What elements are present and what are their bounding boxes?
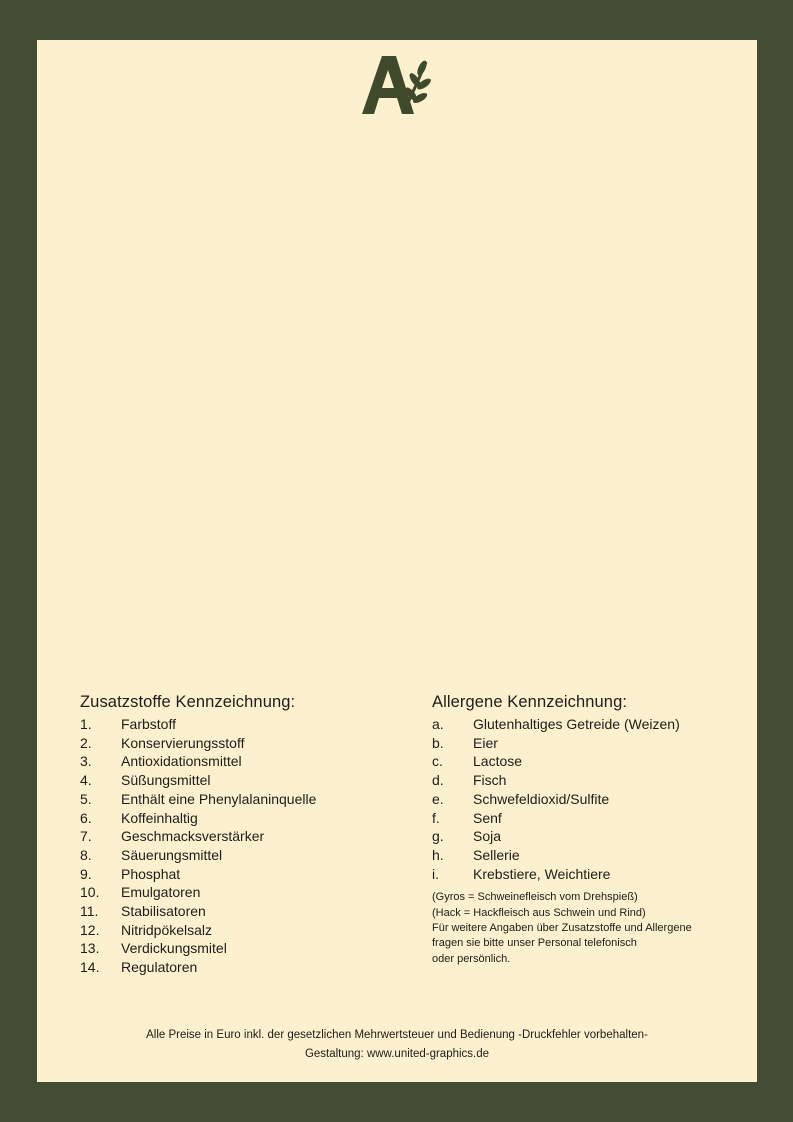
list-item: 10. Emulgatoren (80, 884, 201, 901)
list-item: 7. Geschmacksverstärker (80, 828, 265, 845)
additives-list (80, 715, 410, 977)
allergens-list (432, 715, 732, 883)
list-item: h. Sellerie (432, 846, 520, 863)
list-item: 9. Phosphat (80, 865, 181, 882)
list-item: a. Glutenhaltiges Getreide (Weizen) (432, 716, 680, 732)
list-item: 2. Konservierungsstoff (80, 734, 245, 751)
leaf-a-logo-icon (360, 54, 432, 116)
info-note-line: Für weitere Angaben über Zusatzstoffe und Allergene (432, 921, 692, 934)
additives-heading: Zusatzstoffe Kennzeichnung: (80, 693, 296, 711)
allergen-notes (432, 890, 732, 966)
allergens-section (432, 691, 732, 967)
additives-section (80, 691, 410, 977)
list-item: 8. Säuerungsmittel (80, 846, 223, 863)
list-item: b. Eier (432, 734, 498, 751)
allergens-heading: Allergene Kennzeichnung: (432, 693, 628, 711)
list-item: 12. Nitridpökelsalz (80, 921, 213, 938)
info-note-line: oder persönlich. (432, 952, 511, 965)
list-item: 6. Koffeinhaltig (80, 809, 198, 826)
hack-note: (Hack = Hackfleisch aus Schwein und Rind) (432, 906, 646, 919)
list-item: 3. Antioxidationsmittel (80, 753, 242, 770)
list-item: d. Fisch (432, 772, 507, 789)
design-credit: Gestaltung: www.united-graphics.de (304, 1048, 490, 1060)
list-item: 11. Stabilisatoren (80, 903, 206, 920)
info-note-line: fragen sie bitte unser Personal telefonisch (432, 937, 637, 950)
footer (37, 1026, 757, 1064)
list-item: i. Krebstiere, Weichtiere (432, 865, 611, 882)
gyros-note: (Gyros = Schweinefleisch vom Drehspieß) (432, 891, 638, 904)
list-item: 5. Enthält eine Phenylalaninquelle (80, 790, 317, 807)
list-item: g. Soja (432, 828, 502, 845)
menu-page (37, 40, 757, 1082)
list-item: 14. Regulatoren (80, 959, 198, 976)
list-item: 1. Farbstoff (80, 716, 176, 732)
list-item: 13. Verdickungsmitel (80, 940, 227, 957)
list-item: f. Senf (432, 809, 502, 826)
list-item: 4. Süßungsmittel (80, 772, 211, 789)
list-item: e. Schwefeldioxid/Sulfite (432, 790, 610, 807)
list-item: c. Lactose (432, 753, 523, 770)
price-disclaimer: Alle Preise in Euro inkl. der gesetzlichen Mehrwertsteuer und Bedienung -Druckfehler vorbehalten- (146, 1029, 648, 1041)
